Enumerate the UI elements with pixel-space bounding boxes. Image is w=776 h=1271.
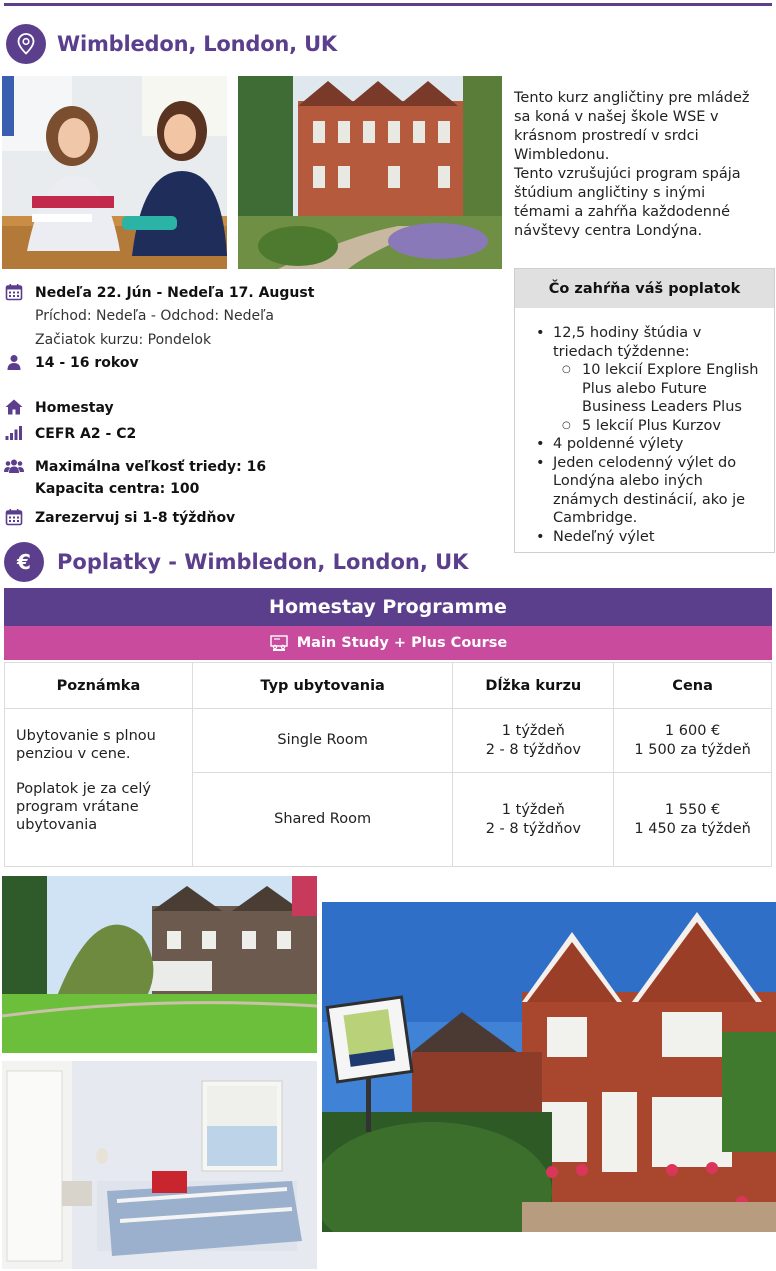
intro-text xyxy=(514,89,764,241)
price-value: 1 600 € xyxy=(664,722,721,739)
intro-paragraph-1: Tento kurz angličtiny pre mládež sa koná v našej škole WSE v krásnom prostredí v srdci Wimbledonu. xyxy=(514,90,750,163)
fees-item: • 4 poldenné výlety xyxy=(553,435,764,454)
capacity-text: Kapacita centra: 100 xyxy=(35,481,200,497)
level-info xyxy=(4,423,504,445)
room-type: Single Room xyxy=(192,709,453,773)
group-icon xyxy=(4,456,24,476)
location-header xyxy=(6,24,337,64)
header-price: Cena xyxy=(614,663,772,709)
garden-lawn-photo xyxy=(2,876,317,1053)
booking-info xyxy=(4,507,504,529)
fees-included-box xyxy=(514,268,775,553)
length-value: 1 týždeň xyxy=(501,722,565,739)
programme-subtitle: Main Study + Plus Course xyxy=(296,635,508,651)
calendar-icon xyxy=(4,282,24,302)
location-title: Wimbledon, London, UK xyxy=(57,32,337,56)
price-table xyxy=(4,662,772,867)
course-start-text: Začiatok kurzu: Pondelok xyxy=(35,332,212,348)
table-row xyxy=(5,709,772,773)
age-text: 14 - 16 rokov xyxy=(35,355,139,371)
dates-text: Nedeľa 22. Jún - Nedeľa 17. August xyxy=(35,285,315,301)
programme-subtitle-bar xyxy=(4,626,772,660)
price-value: 1 550 € xyxy=(664,801,721,818)
fees-subitem: ○ 5 lekcií Plus Kurzov xyxy=(553,417,764,436)
note-text: Ubytovanie s plnou penziou v cene. xyxy=(16,728,156,762)
length-value: 2 - 8 týždňov xyxy=(485,820,581,837)
fees-item: • 12,5 hodiny štúdia v triedach týždenne: xyxy=(553,324,764,361)
header-length: Dĺžka kurzu xyxy=(453,663,614,709)
euro-icon: € xyxy=(4,542,44,582)
accommodation-text: Homestay xyxy=(35,400,114,416)
length-value: 1 týždeň xyxy=(501,801,565,818)
course-length xyxy=(453,773,614,867)
fees-box-title: Čo zahŕňa váš poplatok xyxy=(515,269,774,308)
programme-title: Homestay Programme xyxy=(4,588,772,626)
top-rule xyxy=(4,3,772,6)
intro-paragraph-2: Tento vzrušujúci program spája štúdium angličtiny s inými témami a zahŕňa každodenné návštevy centra Londýna. xyxy=(514,166,741,239)
note-cell xyxy=(5,709,193,867)
age-info xyxy=(4,352,504,374)
fees-item: • Jeden celodenný výlet do Londýna alebo iných známych destinácií, ako je Cambridge. xyxy=(553,454,764,528)
fees-section-header xyxy=(4,542,468,582)
room-type: Shared Room xyxy=(192,773,453,867)
header-type: Typ ubytovania xyxy=(192,663,453,709)
fees-subitem: ○ 10 lekcií Explore English Plus alebo Future Business Leaders Plus xyxy=(553,361,764,417)
dates-info xyxy=(4,282,504,352)
arrival-text: Príchod: Nedeľa - Odchod: Nedeľa xyxy=(35,308,274,324)
person-icon xyxy=(4,352,24,372)
calendar-booking-icon xyxy=(4,507,24,527)
fees-list xyxy=(515,308,774,546)
fees-item: • Nedeľný výlet xyxy=(553,528,764,547)
building-garden-photo xyxy=(238,76,502,269)
price-value: 1 500 za týždeň xyxy=(634,741,751,758)
class-size-text: Maximálna veľkosť triedy: 16 xyxy=(35,459,267,475)
length-value: 2 - 8 týždňov xyxy=(485,741,581,758)
note-text: Poplatok je za celý program vrátane ubytovania xyxy=(16,781,151,833)
course-length xyxy=(453,709,614,773)
price xyxy=(614,709,772,773)
accommodation-info xyxy=(4,397,504,419)
bedroom-photo xyxy=(2,1061,317,1269)
class-info xyxy=(4,456,504,500)
booking-text: Zarezervuj si 1-8 týždňov xyxy=(35,510,236,526)
table-header-row xyxy=(5,663,772,709)
header-note: Poznámka xyxy=(5,663,193,709)
signal-bars-icon xyxy=(4,423,24,443)
price xyxy=(614,773,772,867)
level-text: CEFR A2 - C2 xyxy=(35,426,137,442)
location-pin-icon xyxy=(6,24,46,64)
classroom-icon xyxy=(269,634,289,652)
wse-school-photo xyxy=(322,902,776,1232)
fees-section-title: Poplatky - Wimbledon, London, UK xyxy=(57,550,469,574)
students-photo xyxy=(2,76,227,269)
price-value: 1 450 za týždeň xyxy=(634,820,751,837)
home-icon xyxy=(4,397,24,417)
